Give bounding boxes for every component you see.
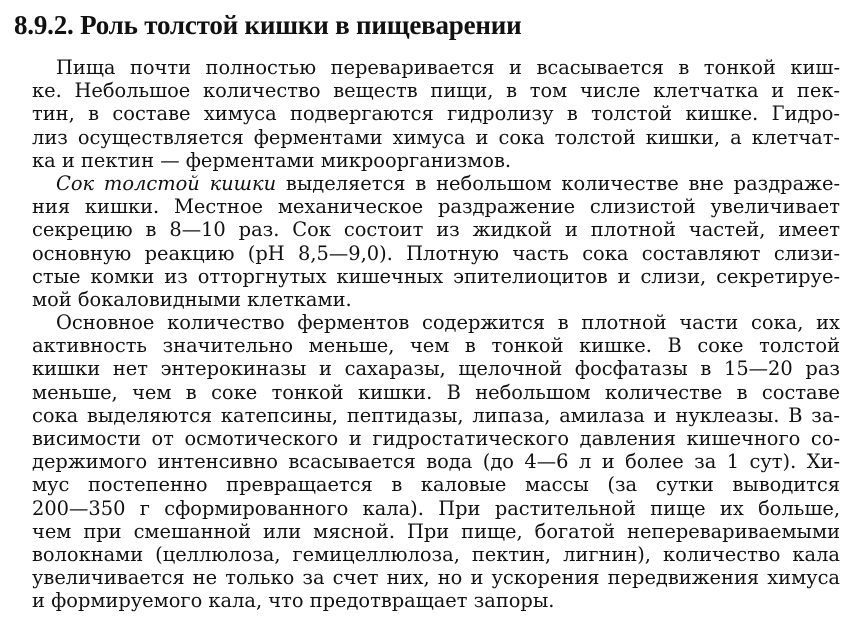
paragraph-line: меньше, чем в соке тонкой кишки. В небольшом количестве в составе bbox=[32, 380, 840, 404]
paragraph-line: ка и пектин — ферментами микроорганизмов. bbox=[32, 148, 512, 172]
paragraph-line: 200—350 г сформированного кала). При растительной пище их больше, bbox=[32, 496, 840, 520]
paragraph-line: мус постепенно превращается в каловые массы (за сутки выводится bbox=[32, 473, 840, 497]
section-heading: 8.9.2. Роль толстой кишки в пищеварении bbox=[14, 10, 522, 40]
paragraph-line: сока выделяются катепсины, пептидазы, липаза, амилаза и нуклеазы. В за- bbox=[32, 403, 840, 427]
paragraph-2 bbox=[32, 172, 840, 311]
paragraph-line: ке. Небольшое количество веществ пищи, в том числе клетчатка и пек- bbox=[32, 79, 840, 103]
paragraph-line-with-term bbox=[32, 172, 840, 195]
paragraph-line: Пища почти полностью переваривается и всасывается в тонкой киш- bbox=[56, 56, 840, 79]
paragraph-line: увеличивается не только за счет них, но и ускорения передвижения химуса bbox=[32, 566, 840, 590]
paragraph-line-rest: выделяется в небольшом количестве вне раздраже- bbox=[276, 171, 840, 195]
paragraph-line: висимости от осмотического и гидростатического давления кишечного со- bbox=[32, 427, 840, 450]
paragraph-line: кишки нет энтерокиназы и сахаразы, щелочной фосфатазы в 15—20 раз bbox=[32, 357, 840, 381]
paragraph-line: секрецию в 8—10 раз. Сок состоит из жидкой и плотной частей, имеет bbox=[32, 218, 840, 242]
paragraph-3 bbox=[32, 311, 840, 612]
term-italic: Сок толстой кишки bbox=[56, 171, 277, 195]
paragraph-line: активность значительно меньше, чем в тонкой кишке. В соке толстой bbox=[32, 334, 840, 358]
paragraph-1 bbox=[32, 56, 840, 172]
paragraph-line: ния кишки. Местное механическое раздражение слизистой увеличивает bbox=[32, 195, 840, 219]
paragraph-line: стые комки из отторгнутых кишечных эпителиоцитов и слизи, секретируе- bbox=[32, 264, 840, 288]
paragraph-line: основную реакцию (рН 8,5—9,0). Плотную часть сока составляют слизи- bbox=[32, 241, 840, 265]
section-body bbox=[32, 56, 840, 613]
paragraph-line: держимого интенсивно всасывается вода (до 4—6 л и более за 1 сут). Хи- bbox=[32, 450, 840, 474]
paragraph-line: Основное количество ферментов содержится в плотной части сока, их bbox=[56, 311, 840, 335]
paragraph-line: лиз осуществляется ферментами химуса и сока толстой кишки, а клетчат- bbox=[32, 125, 840, 149]
paragraph-line: мой бокаловидными клетками. bbox=[32, 287, 352, 311]
paragraph-line: волокнами (целлюлоза, гемицеллюлоза, пектин, лигнин), количество кала bbox=[32, 542, 840, 566]
paragraph-line: тин, в составе химуса подвергаются гидролизу в толстой кишке. Гидро- bbox=[32, 102, 840, 126]
paragraph-line: чем при смешанной или мясной. При пище, богатой неперевариваемыми bbox=[32, 519, 840, 543]
paragraph-line: и формируемого кала, что предотвращает запоры. bbox=[32, 589, 555, 613]
